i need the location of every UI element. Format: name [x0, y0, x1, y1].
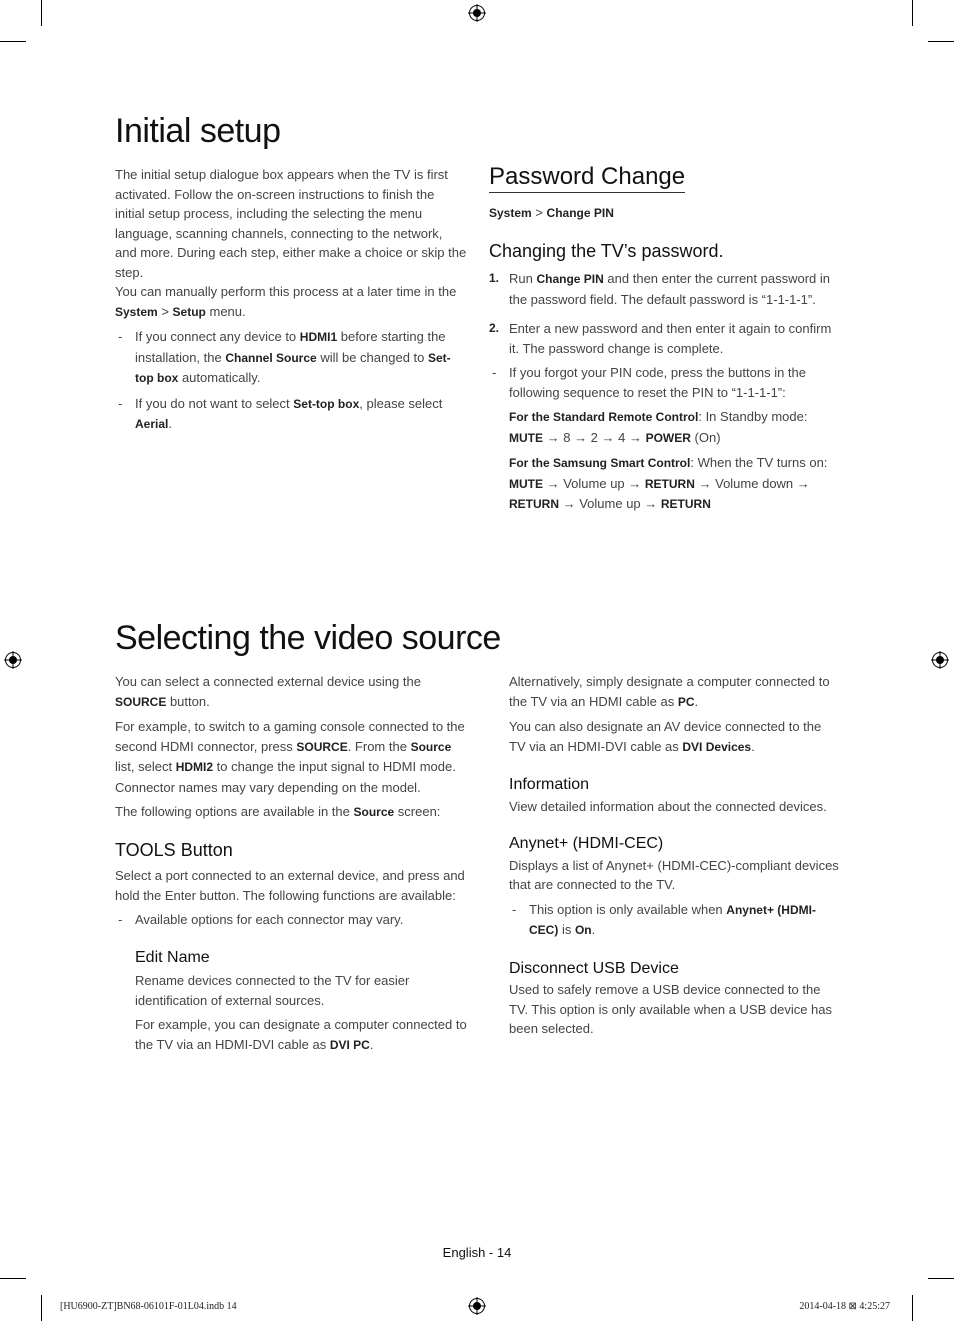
tools-paragraph: Select a port connected to an external device, and press and hold the Enter button. The following functions are available:	[115, 868, 465, 903]
crop-mark	[912, 0, 913, 26]
registration-mark-icon	[468, 1297, 486, 1315]
information-paragraph: View detailed information about the connected devices.	[509, 798, 827, 814]
password-change-column	[489, 163, 834, 520]
edit-name-paragraph-1: Rename devices connected to the TV for easier identification of external sources.	[135, 973, 410, 1008]
tools-button-heading: TOOLS Button	[115, 839, 233, 860]
crop-mark	[0, 41, 26, 42]
menu-path: System > Change PIN	[489, 205, 614, 220]
page-number: English - 14	[442, 1245, 512, 1260]
edit-name-paragraph-2: For example, you can designate a computer connected to the TV via an HDMI-DVI cable as DVI PC.	[135, 1017, 467, 1052]
print-slug-file: [HU6900-ZT]BN68-06101F-01L04.indb 14	[60, 1301, 237, 1312]
crop-mark	[0, 1278, 26, 1279]
video-source-left-column	[115, 672, 467, 1060]
tools-note: - Available options for each connector may vary.	[118, 912, 404, 927]
crop-mark	[912, 1295, 913, 1321]
pc-paragraph: Alternatively, simply designate a computer connected to the TV via an HDMI cable as PC.	[509, 674, 830, 709]
crop-mark	[928, 1278, 954, 1279]
source-button-paragraph: You can select a connected external device using the SOURCE button.	[115, 674, 421, 709]
step-2: 2. Enter a new password and then enter it again to confirm it. The password change is complete.	[489, 321, 832, 356]
dvi-devices-paragraph: You can also designate an AV device connected to the TV via an HDMI-DVI cable as DVI Devices.	[509, 719, 822, 754]
video-source-right-column	[509, 672, 839, 1044]
registration-mark-icon	[4, 651, 22, 669]
crop-mark	[41, 0, 42, 26]
standard-remote-sequence: For the Standard Remote Control: In Standby mode: MUTE → 8 → 2 → 4 → POWER (On)	[509, 409, 808, 445]
disconnect-usb-heading: Disconnect USB Device	[509, 959, 679, 977]
page-title-initial-setup: Initial setup	[115, 112, 281, 150]
step-1: 1. Run Change PIN and then enter the current password in the password field. The default password is “1-1-1-1”.	[489, 271, 831, 307]
registration-mark-icon	[931, 651, 949, 669]
print-slug-timestamp: 2014-04-18 ⊠ 4:25:27	[799, 1301, 890, 1312]
disconnect-usb-paragraph: Used to safely remove a USB device connected to the TV. This option is only available when a USB device has been selected.	[509, 982, 833, 1036]
registration-mark-icon	[468, 4, 486, 22]
changing-password-heading: Changing the TV’s password.	[489, 240, 724, 261]
password-change-title: Password Change	[489, 163, 685, 193]
initial-setup-column	[115, 165, 467, 440]
information-heading: Information	[509, 776, 590, 793]
anynet-note: - This option is only available when Anynet+ (HDMI-CEC) is On.	[512, 901, 816, 937]
example-paragraph: For example, to switch to a gaming console connected to the second HDMI connector, press SOURCE. From the Source list, select HDMI2 to change the input signal to HDMI mode. Connector names may vary depending on the model.	[115, 719, 465, 795]
anynet-paragraph: Displays a list of Anynet+ (HDMI-CEC)-compliant devices that are connected to the TV.	[509, 857, 839, 892]
options-paragraph: The following options are available in the Source screen:	[115, 804, 441, 819]
crop-mark	[928, 41, 954, 42]
anynet-heading: Anynet+ (HDMI-CEC)	[509, 835, 664, 852]
crop-mark	[41, 1295, 42, 1321]
edit-name-heading: Edit Name	[135, 948, 210, 966]
smart-control-sequence: For the Samsung Smart Control: When the TV turns on: MUTE → Volume up → RETURN → Volume down → RETURN → Volume up → RETURN	[509, 455, 828, 511]
page-title-video-source: Selecting the video source	[115, 619, 501, 657]
initial-setup-note-aerial: - If you do not want to select Set-top box, please select Aerial.	[118, 395, 443, 431]
initial-setup-intro: The initial setup dialogue box appears when the TV is first activated. Follow the on-screen instructions to finish the initial setup process, including the selecting the menu language, scanning channels, connecting to the network, and more. During each step, either make a choice or skip the step. You can manually perform this process at a later time in the System > Setup menu.	[115, 167, 467, 319]
forgot-pin-note: - If you forgot your PIN code, press the buttons in the following sequence to reset the PIN to “1-1-1-1”:	[492, 365, 807, 400]
initial-setup-note-hdmi1: - If you connect any device to HDMI1 before starting the installation, the Channel Source will be changed to Set-top box automatically.	[118, 329, 451, 385]
